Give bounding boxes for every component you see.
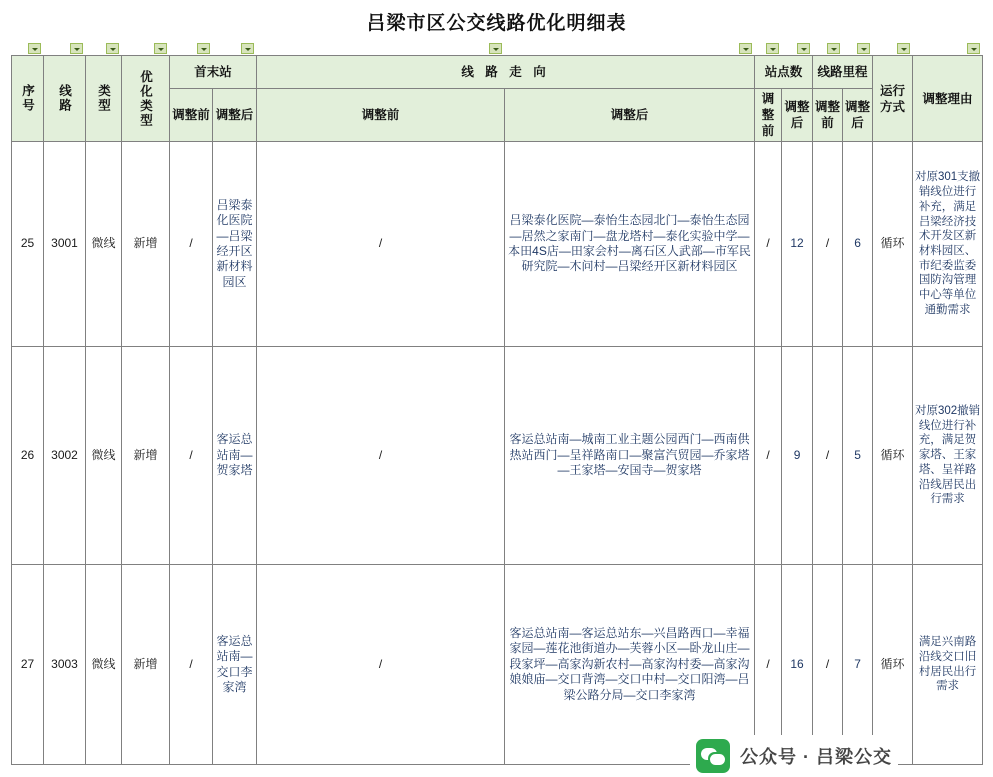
filter-cell-route-before[interactable] xyxy=(256,42,504,55)
cell-operation-mode: 循环 xyxy=(873,565,913,765)
cell-stops-before: / xyxy=(755,347,782,565)
cell-stops-after: 9 xyxy=(782,347,813,565)
col-header-route-after: 调整后 xyxy=(505,89,755,142)
col-header-stops-before: 调整前 xyxy=(755,89,782,142)
filter-cell-mile-after[interactable] xyxy=(842,42,872,55)
col-header-terminal-group: 首末站 xyxy=(170,56,257,89)
cell-mileage-after: 6 xyxy=(843,142,873,347)
cell-opt-type: 新增 xyxy=(122,347,170,565)
cell-terminal-before: / xyxy=(170,142,213,347)
cell-type: 微线 xyxy=(86,347,122,565)
table-row xyxy=(12,142,983,347)
filter-cell-opt-type[interactable] xyxy=(121,42,169,55)
cell-seq: 27 xyxy=(12,565,44,765)
chevron-down-icon[interactable] xyxy=(197,43,210,54)
cell-reason: 满足兴南路沿线交口旧村居民出行需求 xyxy=(913,565,983,765)
cell-terminal-after: 吕梁泰化医院—吕梁经开区新材料园区 xyxy=(213,142,257,347)
wechat-icon xyxy=(696,739,730,773)
col-header-reason: 调整理由 xyxy=(913,56,983,142)
chevron-down-icon[interactable] xyxy=(766,43,779,54)
cell-seq: 25 xyxy=(12,142,44,347)
table-body xyxy=(12,142,983,765)
chevron-down-icon[interactable] xyxy=(489,43,502,54)
cell-route-after: 客运总站南—客运总站东—兴昌路西口—幸福家园—莲花池街道办—芙蓉小区—卧龙山庄—段家坪—高家沟新农村—高家沟村委—高家沟娘娘庙—交口背湾—交口中村—交口阳湾—吕梁公路分局—交口李家湾 xyxy=(505,565,755,765)
col-header-mileage-before: 调整前 xyxy=(813,89,843,142)
cell-type: 微线 xyxy=(86,142,122,347)
cell-mileage-before: / xyxy=(813,347,843,565)
filter-cell-type[interactable] xyxy=(85,42,121,55)
col-header-stops-group: 站点数 xyxy=(755,56,813,89)
table-header xyxy=(12,56,983,142)
col-header-seq: 序号 xyxy=(12,56,44,142)
cell-route-before: / xyxy=(257,347,505,565)
cell-reason: 对原301支撤销线位进行补充，满足吕梁经济技术开发区新材料园区、市纪委监委国防沟管理中心等单位通勤需求 xyxy=(913,142,983,347)
chevron-down-icon[interactable] xyxy=(739,43,752,54)
cell-opt-type: 新增 xyxy=(122,142,170,347)
chevron-down-icon[interactable] xyxy=(967,43,980,54)
filter-cell-reason[interactable] xyxy=(912,42,982,55)
col-header-line: 线路 xyxy=(44,56,86,142)
col-header-stops-after: 调整后 xyxy=(782,89,813,142)
cell-route-after: 吕梁泰化医院—泰怡生态园北门—泰怡生态园—居然之家南门—盘龙塔村—泰化实验中学—本田4S店—田家会村—离石区人武部—市军民研究院—木问村—吕梁经开区新材料园区 xyxy=(505,142,755,347)
col-header-mileage-after: 调整后 xyxy=(843,89,873,142)
filter-cell-seq[interactable] xyxy=(11,42,43,55)
col-header-operation-mode: 运行方式 xyxy=(873,56,913,142)
cell-terminal-before: / xyxy=(170,565,213,765)
filter-cell-line[interactable] xyxy=(43,42,85,55)
col-header-route-group: 线 路 走 向 xyxy=(257,56,755,89)
watermark xyxy=(690,735,898,777)
cell-opt-type: 新增 xyxy=(122,565,170,765)
col-header-route-before: 调整前 xyxy=(257,89,505,142)
chevron-down-icon[interactable] xyxy=(857,43,870,54)
cell-mileage-after: 7 xyxy=(843,565,873,765)
cell-stops-before: / xyxy=(755,142,782,347)
filter-cell-mile-before[interactable] xyxy=(812,42,842,55)
filter-cell-route-after[interactable] xyxy=(504,42,754,55)
table-row xyxy=(12,347,983,565)
watermark-label: 公众号 · 吕梁公交 xyxy=(740,747,892,767)
cell-operation-mode: 循环 xyxy=(873,142,913,347)
filter-cell-stops-before[interactable] xyxy=(754,42,781,55)
cell-mileage-before: / xyxy=(813,142,843,347)
filter-cell-term-after[interactable] xyxy=(212,42,256,55)
cell-route-after: 客运总站南—城南工业主题公园西门—西南供热站西门—呈祥路南口—聚富汽贸园—乔家塔—王家塔—安国寺—贺家塔 xyxy=(505,347,755,565)
chevron-down-icon[interactable] xyxy=(28,43,41,54)
cell-reason: 对原302撤销线位进行补充，满足贺家塔、王家塔、呈祥路沿线居民出行需求 xyxy=(913,347,983,565)
col-header-terminal-after: 调整后 xyxy=(213,89,257,142)
chevron-down-icon[interactable] xyxy=(827,43,840,54)
cell-route-before: / xyxy=(257,565,505,765)
filter-cell-term-before[interactable] xyxy=(169,42,212,55)
header-row-1 xyxy=(12,56,983,89)
cell-terminal-after: 客运总站南—贺家塔 xyxy=(213,347,257,565)
page-title: 吕梁市区公交线路优化明细表 xyxy=(366,13,627,34)
cell-terminal-before: / xyxy=(170,347,213,565)
cell-stops-after: 12 xyxy=(782,142,813,347)
cell-operation-mode: 循环 xyxy=(873,347,913,565)
cell-mileage-after: 5 xyxy=(843,347,873,565)
chevron-down-icon[interactable] xyxy=(106,43,119,54)
col-header-opt-type: 优化类型 xyxy=(122,56,170,142)
cell-stops-after: 16 xyxy=(782,565,813,765)
filter-cell-operation[interactable] xyxy=(872,42,912,55)
chevron-down-icon[interactable] xyxy=(241,43,254,54)
cell-mileage-before: / xyxy=(813,565,843,765)
bus-route-optimization-table xyxy=(11,55,983,765)
cell-stops-before: / xyxy=(755,565,782,765)
chevron-down-icon[interactable] xyxy=(897,43,910,54)
chevron-down-icon[interactable] xyxy=(154,43,167,54)
cell-terminal-after: 客运总站南—交口李家湾 xyxy=(213,565,257,765)
chevron-down-icon[interactable] xyxy=(70,43,83,54)
cell-seq: 26 xyxy=(12,347,44,565)
autofilter-row xyxy=(11,41,982,55)
cell-route-before: / xyxy=(257,142,505,347)
cell-line: 3003 xyxy=(44,565,86,765)
col-header-type: 类型 xyxy=(86,56,122,142)
chevron-down-icon[interactable] xyxy=(797,43,810,54)
col-header-terminal-before: 调整前 xyxy=(170,89,213,142)
filter-cell-stops-after[interactable] xyxy=(781,42,812,55)
cell-type: 微线 xyxy=(86,565,122,765)
col-header-mileage-group: 线路里程 xyxy=(813,56,873,89)
cell-line: 3002 xyxy=(44,347,86,565)
cell-line: 3001 xyxy=(44,142,86,347)
